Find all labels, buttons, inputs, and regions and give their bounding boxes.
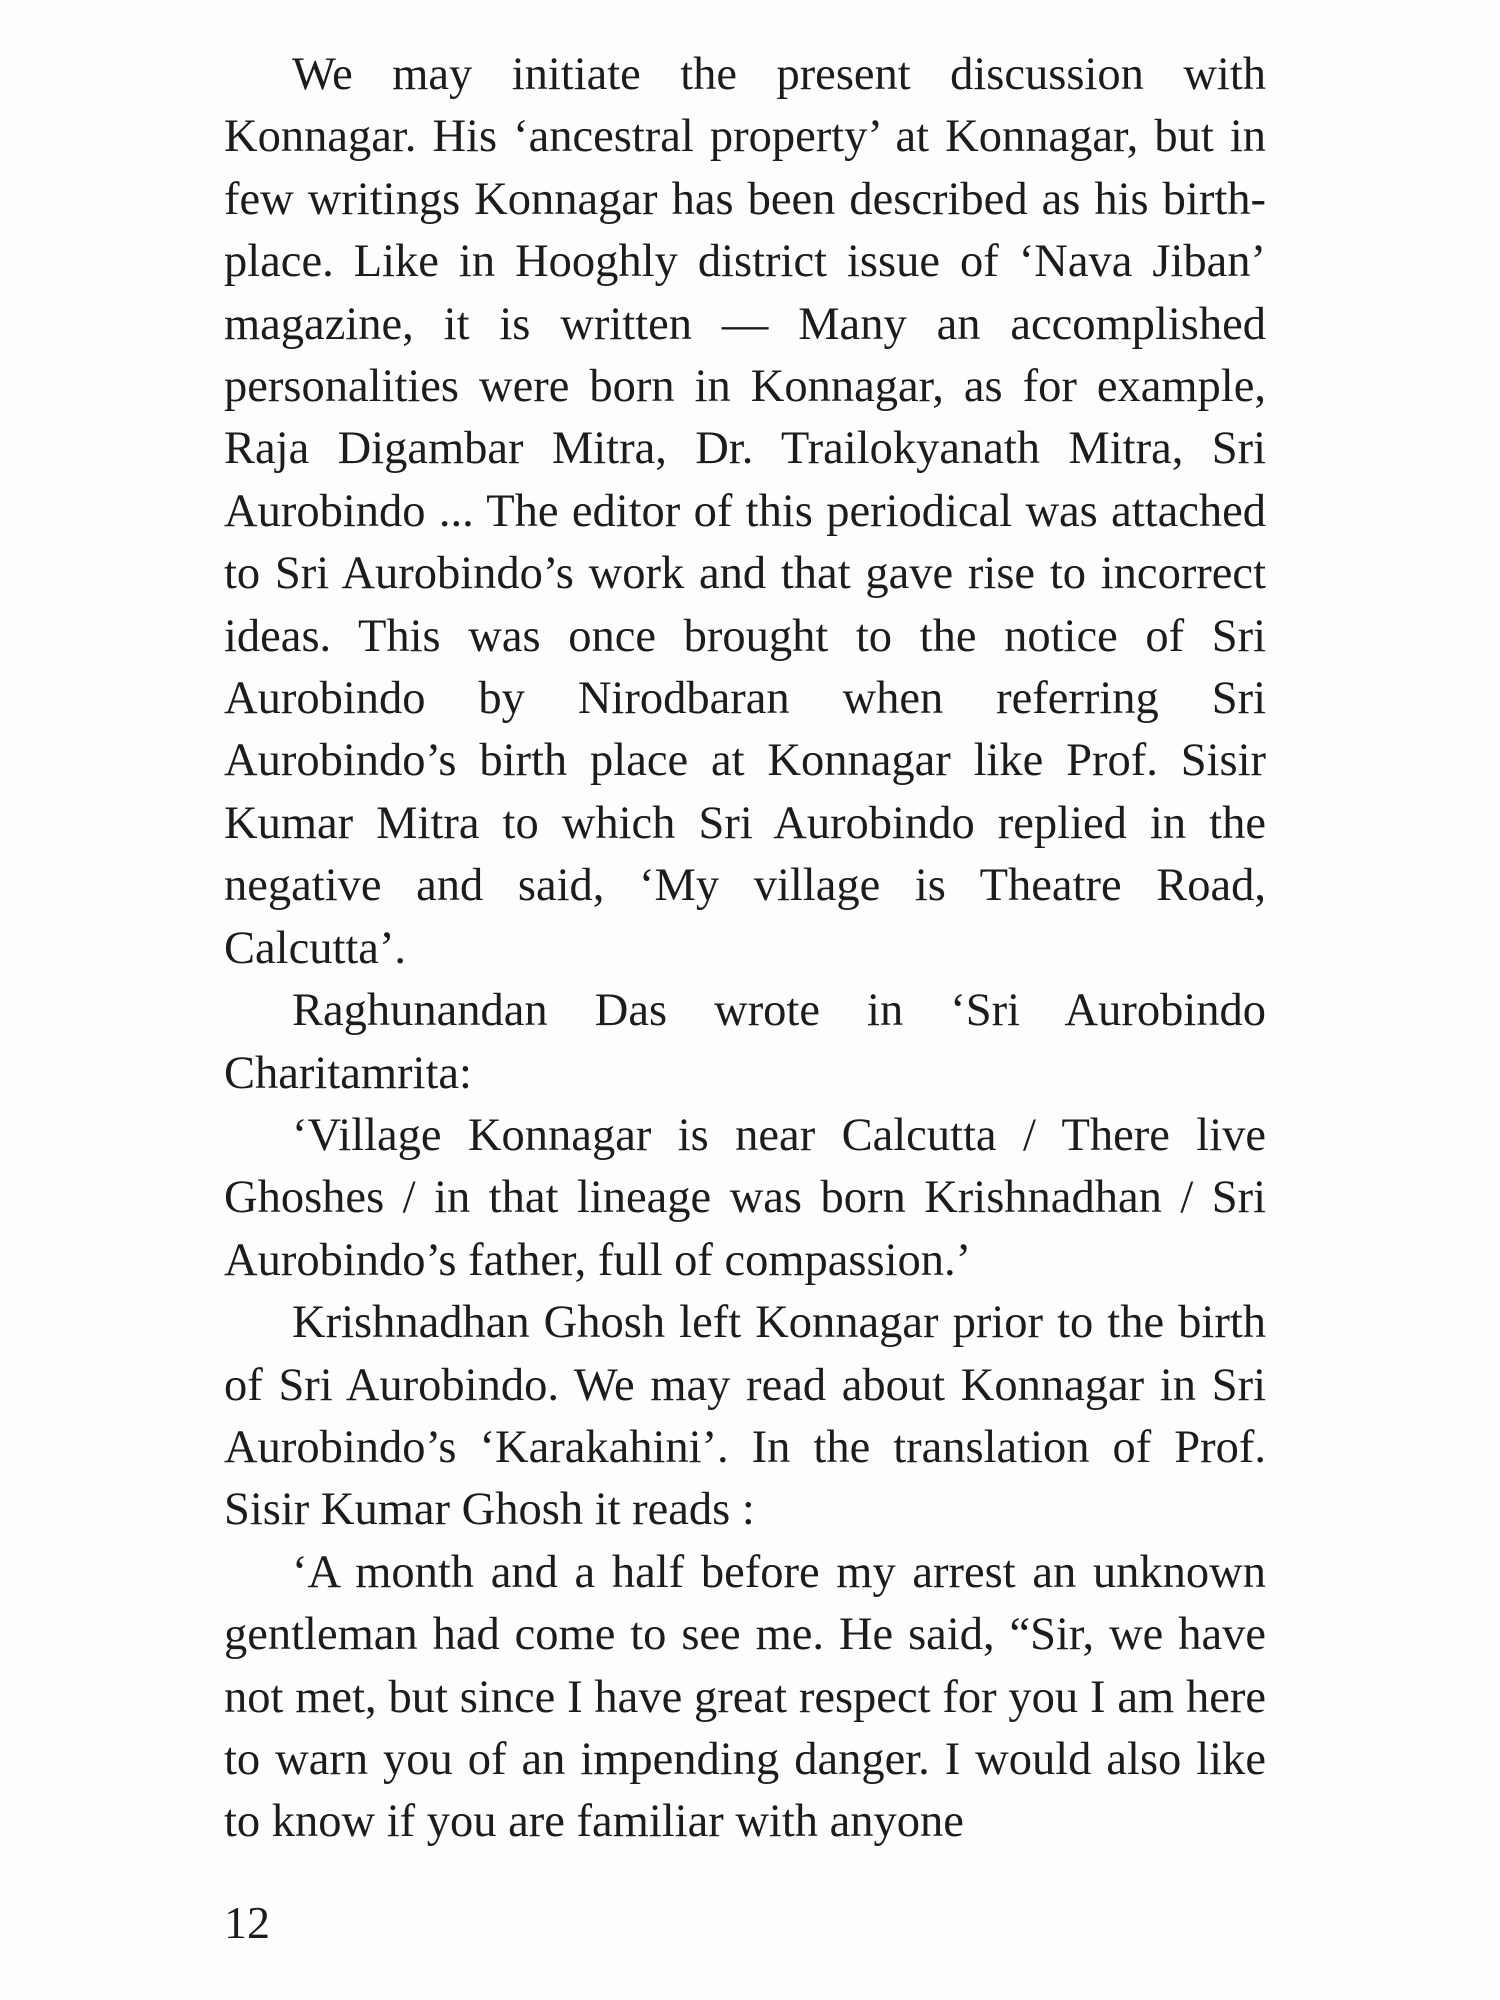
paragraph-raghunandan-das: Raghunandan Das wrote in ‘Sri Aurobindo Charitamrita: <box>224 985 1266 1099</box>
paragraph-charitamrita-quote: ‘Village Konnagar is near Calcutta / There live Ghoshes / in that lineage was born Krishnadhan / Sri Aurobindo’s father, full of compassion.’ <box>224 1109 1266 1286</box>
paragraph-karakahini-quote: ‘A month and a half before my arrest an unknown gentleman had come to see me. He said, “Sir, we have not met, but since I have great respect for you I am here to warn you of an impending danger. I would also like to know if you are familiar with anyone <box>224 1546 1266 1848</box>
page-number: 12 <box>224 1897 270 1948</box>
paragraph-krishnadhan-ghosh: Krishnadhan Ghosh left Konnagar prior to the birth of Sri Aurobindo. We may read about Konnagar in Sri Aurobindo’s ‘Karakahini’. In the translation of Prof. Sisir Kumar Ghosh it reads : <box>224 1297 1266 1536</box>
paragraph-konnagar-birthplace: We may initiate the present discussion with Konnagar. His ‘ancestral property’ at Konnagar, but in few writings Konnagar has been described as his birth-place. Like in Hooghly district issue of ‘Nava Jiban’ magazine, it is written — Many an accomplished personalities were born in Konnagar, as for example, Raja Digambar Mitra, Dr. Trailokyanath Mitra, Sri Aurobindo ... The editor of this periodical was attached to Sri Aurobindo’s work and that gave rise to incorrect ideas. This was once brought to the notice of Sri Aurobindo by Nirodbaran when referring Sri Aurobindo’s birth place at Konnagar like Prof. Sisir Kumar Mitra to which Sri Aurobindo replied in the negative and said, ‘My village is Theatre Road, Calcutta’. <box>224 49 1266 974</box>
page-body <box>224 44 1266 1854</box>
